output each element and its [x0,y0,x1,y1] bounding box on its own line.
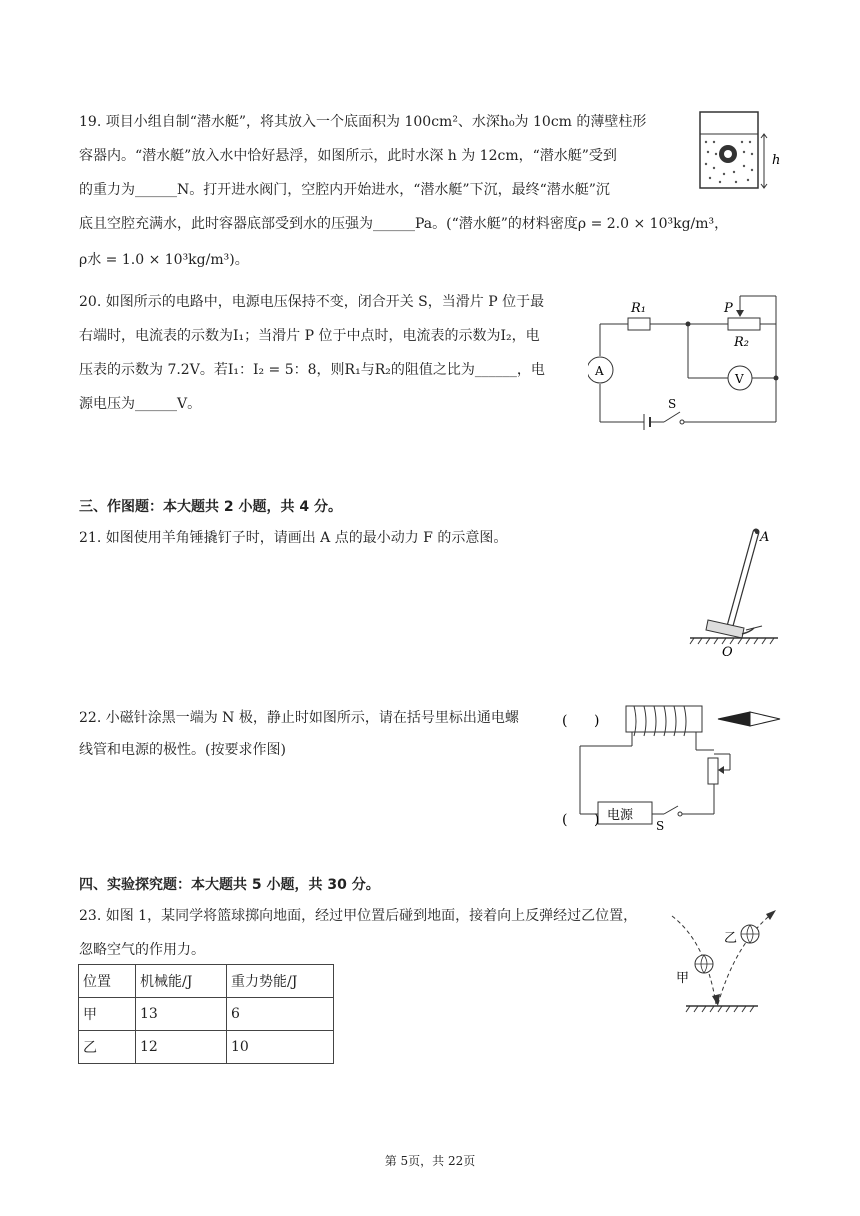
q20-line-3: 压表的示数为 7.2V。若I₁：I₂ = 5：8，则R₁与R₂的阻值之比为______，电 [79,362,545,378]
resistor-r1 [628,318,650,330]
svg-text:R₂: R₂ [734,335,749,350]
table-row: 乙 12 10 [79,1031,334,1064]
height-label: h [772,153,781,168]
q21-line-1: 21. 如图使用羊角锤撬钉子时，请画出 A 点的最小动力 F 的示意图。 [79,530,508,546]
svg-text:): ) [594,713,600,729]
table-header-row: 位置 机械能/J 重力势能/J [79,965,334,998]
svg-text:P: P [724,301,733,316]
svg-text:(: ( [562,713,568,729]
section-3-heading: 三、作图题：本大题共 2 小题，共 4 分。 [79,499,342,515]
q20-line-2: 右端时，电流表的示数为I₁；当滑片 P 位于中点时，电流表的示数为I₂，电 [79,328,540,344]
energy-table [78,964,334,1064]
q22-line-1: 22. 小磁针涂黑一端为 N 极，静止时如图所示，请在括号里标出通电螺 [79,710,519,726]
switch-s [664,412,680,422]
basketball-bounce-figure [662,902,786,1018]
svg-text:S: S [668,397,677,411]
table-row: 甲 13 6 [79,998,334,1031]
compass-needle-north [718,712,750,726]
submarine-container-figure [690,108,790,192]
q19-line-4: 底且空腔充满水，此时容器底部受到水的压强为______Pa。(“潜水艇”的材料密度ρ = 2.0 × 10³kg/m³， [79,216,729,232]
circuit-figure [588,286,784,432]
q23-line-2: 忽略空气的作用力。 [79,942,205,958]
page-footer: 第 5页，共 22页 [384,1154,476,1168]
svg-text:R₁: R₁ [631,301,646,316]
svg-text:A: A [595,364,604,378]
q20-line-4: 源电压为______V。 [79,396,202,412]
svg-text:S: S [656,819,665,832]
svg-text:电源: 电源 [607,808,634,823]
section-4-heading: 四、实验探究题：本大题共 5 小题，共 30 分。 [79,877,380,893]
solenoid [626,706,702,732]
q20-line-1: 20. 如图所示的电路中，电源电压保持不变，闭合开关 S，当滑片 P 位于最 [79,294,545,310]
svg-text:A: A [760,530,770,545]
rheostat [708,758,718,784]
rheostat-r2 [728,318,760,330]
svg-text:): ) [594,812,600,828]
svg-text:乙: 乙 [724,931,738,946]
svg-text:(: ( [562,812,568,828]
svg-text:V: V [735,372,744,386]
svg-text:甲: 甲 [676,971,690,986]
q19-line-1: 19. 项目小组自制“潜水艇”，将其放入一个底面积为 100cm²、水深h₀为 10cm 的薄壁柱形 [79,114,647,130]
solenoid-figure [556,700,784,832]
q19-line-5: ρ水 = 1.0 × 10³kg/m³)。 [79,252,249,268]
q23-line-1: 23. 如图 1，某同学将篮球掷向地面，经过甲位置后碰到地面，接着向上反弹经过乙位置， [79,908,638,924]
q19-line-2: 容器内。“潜水艇”放入水中恰好悬浮，如图所示，此时水深 h 为 12cm，“潜水艇”受到 [79,148,617,164]
q22-line-2: 线管和电源的极性。(按要求作图) [79,742,286,758]
switch-s [664,806,678,814]
claw-hammer-figure [686,524,786,664]
svg-text:O: O [722,645,733,660]
q19-line-3: 的重力为______N。打开进水阀门，空腔内开始进水，“潜水艇”下沉，最终“潜水艇”沉 [79,182,610,198]
